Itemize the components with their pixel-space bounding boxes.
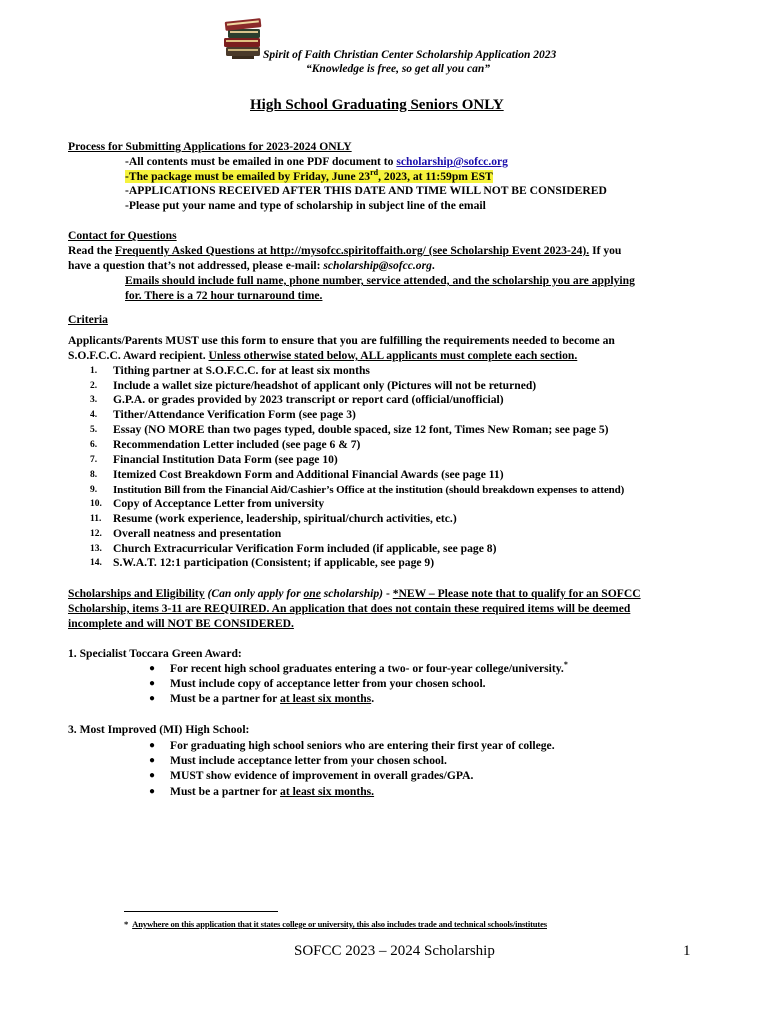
list-item — [0, 542, 770, 557]
award-3-bullet-3: MUST show evidence of improvement in overall grades/GPA. — [170, 769, 474, 782]
deadline-text-b: , 2023, at 11:59pm EST — [378, 170, 493, 183]
item-text: Overall neatness and presentation — [113, 527, 282, 540]
item-number: 8. — [90, 470, 98, 480]
footnote-text: Anywhere on this application that it states college or university, this also includes trade and technical schools/institutes — [132, 919, 547, 929]
criteria-intro-2 — [68, 349, 577, 364]
award-1-bullet-2: Must include copy of acceptance letter from your chosen school. — [170, 677, 486, 690]
item-number: 10. — [90, 499, 102, 509]
award-1-bullet-3-underlined: at least six months — [280, 692, 372, 705]
faq-link[interactable]: Frequently Asked Questions at http://mysofcc.spiritoffaith.org/ (see Scholarship Event 2023-24). — [115, 244, 590, 257]
item-number: 1. — [90, 366, 98, 376]
list-item — [0, 423, 770, 438]
item-number: 5. — [90, 425, 98, 435]
bullet-icon: ● — [149, 663, 156, 674]
scholarship-email-link[interactable]: scholarship@sofcc.org — [396, 155, 508, 168]
award-1-bullet-3-prefix: Must be a partner for — [170, 692, 281, 705]
list-item — [0, 497, 770, 512]
deadline-text-a: -The package must be emailed by Friday, June 23 — [125, 170, 371, 183]
eligibility-note-2: Scholarship, items 3-11 are REQUIRED. An application that does not contain these required items will be deemed — [68, 602, 631, 615]
item-number: 4. — [90, 410, 98, 420]
item-text: Resume (work experience, leadership, spiritual/church activities, etc.) — [113, 512, 457, 525]
motto: “Knowledge is free, so get all you can” — [306, 63, 490, 75]
item-text: G.P.A. or grades provided by 2023 transcript or report card (official/unofficial) — [113, 393, 504, 406]
eligibility-heading — [68, 587, 641, 602]
award-1-title: 1. Specialist Toccara Green Award: — [68, 647, 242, 660]
item-text: S.W.A.T. 12:1 participation (Consistent; if applicable, see page 9) — [113, 556, 435, 569]
item-text: Itemized Cost Breakdown Form and Additional Financial Awards (see page 11) — [113, 468, 504, 481]
list-item — [0, 769, 770, 784]
award-3-bullet-4-underlined: at least six months. — [280, 785, 375, 798]
contact-line-2-prefix: have a question that’s not addressed, please e-mail: — [68, 259, 324, 272]
list-item — [0, 438, 770, 453]
contact-note-2: for. There is a 72 hour turnaround time. — [125, 289, 323, 302]
list-item — [0, 739, 770, 754]
list-item — [0, 527, 770, 542]
books-logo-icon — [222, 15, 266, 61]
bullet-icon: ● — [149, 693, 156, 704]
item-number: 7. — [90, 455, 98, 465]
contact-heading: Contact for Questions — [68, 229, 177, 242]
award-3-title: 3. Most Improved (MI) High School: — [68, 723, 250, 736]
eligibility-heading-title: Scholarships and Eligibility — [68, 587, 205, 600]
bullet-icon: ● — [149, 770, 156, 781]
list-item — [0, 364, 770, 379]
contact-line-2-suffix: . — [431, 259, 435, 272]
process-line-pdf — [125, 155, 508, 170]
page-number: 1 — [683, 943, 691, 959]
footnote-divider — [124, 911, 278, 912]
item-text: Recommendation Letter included (see page 6 & 7) — [113, 438, 361, 451]
item-number: 6. — [90, 440, 98, 450]
footnote-marker: * — [563, 660, 568, 669]
item-text: Tither/Attendance Verification Form (see page 3) — [113, 408, 356, 421]
process-heading: Process for Submitting Applications for 2023-2024 ONLY — [68, 140, 352, 153]
item-text: Copy of Acceptance Letter from university — [113, 497, 325, 510]
eligibility-paren-b: scholarship) — [320, 587, 384, 600]
eligibility-dash: - — [383, 587, 393, 600]
bullet-icon: ● — [149, 678, 156, 689]
list-item — [0, 662, 770, 677]
contact-line-1-prefix: Read the — [68, 244, 116, 257]
eligibility-one: one — [303, 587, 321, 600]
contact-email: scholarship@sofcc.org — [323, 259, 432, 272]
item-number: 14. — [90, 558, 102, 568]
item-number: 13. — [90, 544, 102, 554]
process-deadline — [125, 170, 493, 185]
criteria-intro-2-underlined: Unless otherwise stated below, ALL applicants must complete each section. — [208, 349, 578, 362]
award-3-bullet-1: For graduating high school seniors who are entering their first year of college. — [170, 739, 555, 752]
item-text: Church Extracurricular Verification Form included (if applicable, see page 8) — [113, 542, 497, 555]
contact-line-1-suffix: If you — [589, 244, 622, 257]
list-item — [0, 785, 770, 800]
list-item — [0, 393, 770, 408]
list-item — [0, 379, 770, 394]
eligibility-paren-a: (Can only apply for — [204, 587, 304, 600]
deadline-superscript: rd — [370, 168, 379, 177]
list-item — [0, 408, 770, 423]
process-line-pdf-text: -All contents must be emailed in one PDF document to — [125, 155, 397, 168]
award-3-bullet-2: Must include acceptance letter from your chosen school. — [170, 754, 447, 767]
contact-line-1 — [68, 244, 621, 259]
process-line-subject: -Please put your name and type of scholarship in subject line of the email — [125, 199, 486, 212]
list-item — [0, 692, 770, 707]
bullet-icon: ● — [149, 740, 156, 751]
bullet-icon: ● — [149, 786, 156, 797]
list-item — [0, 556, 770, 571]
process-line-late: -APPLICATIONS RECEIVED AFTER THIS DATE AND TIME WILL NOT BE CONSIDERED — [125, 184, 607, 197]
item-text: Essay (NO MORE than two pages typed, double spaced, size 12 font, Times New Roman; see page 5) — [113, 423, 609, 436]
bullet-icon: ● — [149, 755, 156, 766]
award-3-bullet-4-prefix: Must be a partner for — [170, 785, 281, 798]
item-number: 3. — [90, 395, 98, 405]
award-1-bullet-1-text: For recent high school graduates entering a two- or four-year college/university. — [170, 662, 564, 675]
footnote — [124, 919, 547, 930]
eligibility-note-3: incomplete and will NOT BE CONSIDERED. — [68, 617, 294, 630]
contact-line-2 — [68, 259, 435, 274]
item-number: 2. — [90, 381, 98, 391]
award-1-bullet-3 — [170, 692, 374, 707]
footer-title: SOFCC 2023 – 2024 Scholarship — [294, 943, 495, 959]
footnote-mark: * — [124, 919, 129, 929]
contact-note-1: Emails should include full name, phone number, service attended, and the scholarship you are applying — [125, 274, 635, 287]
item-number: 9. — [90, 485, 98, 495]
criteria-heading: Criteria — [68, 313, 108, 326]
eligibility-note-1: *NEW – Please note that to qualify for an SOFCC — [392, 587, 641, 600]
list-item — [0, 512, 770, 527]
award-3-bullet-4 — [170, 785, 374, 800]
list-item — [0, 754, 770, 769]
criteria-intro-1: Applicants/Parents MUST use this form to ensure that you are fulfilling the requirements needed to become an — [68, 334, 615, 347]
list-item — [0, 468, 770, 483]
criteria-intro-2-prefix: S.O.F.C.C. Award recipient. — [68, 349, 209, 362]
item-text: Include a wallet size picture/headshot of applicant only (Pictures will not be returned) — [113, 379, 537, 392]
organization-title: Spirit of Faith Christian Center Scholarship Application 2023 — [263, 49, 557, 61]
item-number: 11. — [90, 514, 102, 524]
award-1-bullet-3-suffix: . — [371, 692, 375, 705]
deadline-highlight — [125, 170, 493, 183]
item-text: Institution Bill from the Financial Aid/Cashier’s Office at the institution (should breakdown expenses to attend) — [113, 484, 625, 496]
item-text: Tithing partner at S.O.F.C.C. for at least six months — [113, 364, 370, 377]
item-text: Financial Institution Data Form (see page 10) — [113, 453, 338, 466]
list-item — [0, 453, 770, 468]
item-number: 12. — [90, 529, 102, 539]
list-item — [0, 483, 770, 498]
list-item — [0, 677, 770, 692]
page-title: High School Graduating Seniors ONLY — [250, 97, 504, 113]
award-1-bullet-1 — [170, 662, 568, 677]
